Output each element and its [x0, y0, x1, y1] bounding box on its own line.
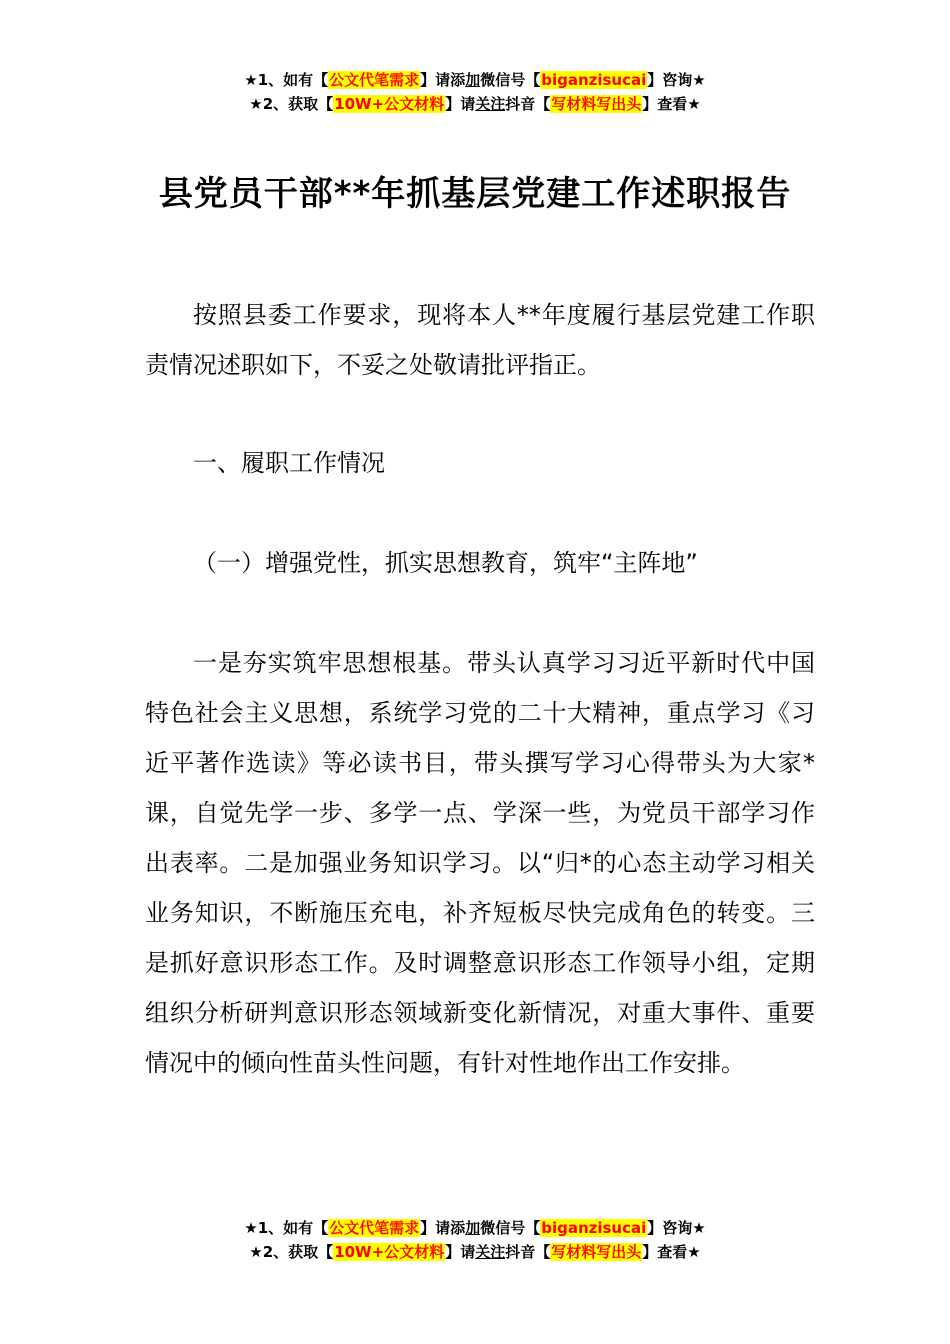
- promo-highlight-service: 公文代笔需求: [329, 71, 420, 89]
- promo-line-2-prefix: ★2、获取【: [249, 95, 334, 113]
- promo-line-1-mid2: 微信号【: [480, 71, 541, 89]
- promo-highlight-materials: 10W+公文材料: [334, 95, 445, 113]
- promo-line-2-prefix: ★2、获取【: [249, 1243, 334, 1261]
- promo-line-1-underlined: 加: [465, 1219, 481, 1237]
- promo-line-1-mid: 】请添: [420, 1219, 466, 1237]
- promo-line-2: [0, 1240, 950, 1264]
- promo-line-1: [0, 1216, 950, 1240]
- promo-line-1-suffix: 】咨询★: [647, 71, 706, 89]
- promo-line-2-underlined: 关注: [475, 95, 506, 113]
- promo-line-2-suffix: 】查看★: [642, 1243, 701, 1261]
- document-title: 县党员干部**年抓基层党建工作述职报告: [158, 173, 792, 214]
- promo-line-2: [0, 92, 950, 116]
- promo-highlight-wechat-id: biganzisucai: [541, 71, 647, 89]
- promo-line-2-mid: 】请: [445, 1243, 476, 1261]
- promo-line-1-prefix: ★1、如有【: [244, 71, 329, 89]
- promo-line-2-mid2: 抖音【: [505, 95, 551, 113]
- promo-line-1-mid: 】请添: [420, 71, 466, 89]
- promo-banner-top: [0, 68, 950, 116]
- promo-line-1: [0, 68, 950, 92]
- promo-banner-bottom: [0, 1216, 950, 1264]
- intro-paragraph: 按照县委工作要求，现将本人**年度履行基层党建工作职责情况述职如下，不妥之处敬请批评指正。: [145, 301, 815, 379]
- promo-line-2-mid: 】请: [445, 95, 476, 113]
- promo-line-2-mid2: 抖音【: [505, 1243, 551, 1261]
- promo-highlight-wechat-id: biganzisucai: [541, 1219, 647, 1237]
- promo-highlight-materials: 10W+公文材料: [334, 1243, 445, 1261]
- promo-line-1-underlined: 加: [465, 71, 481, 89]
- section-heading-1: 一、履职工作情况: [193, 449, 385, 477]
- promo-highlight-douyin-account: 写材料写出头: [551, 95, 642, 113]
- promo-line-1-suffix: 】咨询★: [647, 1219, 706, 1237]
- promo-line-1-prefix: ★1、如有【: [244, 1219, 329, 1237]
- promo-line-1-mid2: 微信号【: [480, 1219, 541, 1237]
- promo-line-2-underlined: 关注: [475, 1243, 506, 1261]
- promo-highlight-service: 公文代笔需求: [329, 1219, 420, 1237]
- subsection-heading-1: （一）增强党性，抓实思想教育，筑牢“主阵地”: [193, 549, 698, 577]
- subsection-body-paragraph: 一是夯实筑牢思想根基。带头认真学习习近平新时代中国特色社会主义思想，系统学习党的二十大精神，重点学习《习近平著作选读》等必读书目，带头撰写学习心得带头为大家*课，自觉先学一步、多学一点、学深一些，为党员干部学习作出表率。二是加强业务知识学习。以“归*的心态主动学习相关业务知识，不断施压充电，补齐短板尽快完成角色的转变。三是抓好意识形态工作。及时调整意识形态工作领导小组，定期组织分析研判意识形态领域新变化新情况，对重大事件、重要情况中的倾向性苗头性问题，有针对性地作出工作安排。: [145, 649, 815, 1077]
- promo-highlight-douyin-account: 写材料写出头: [551, 1243, 642, 1261]
- promo-line-2-suffix: 】查看★: [642, 95, 701, 113]
